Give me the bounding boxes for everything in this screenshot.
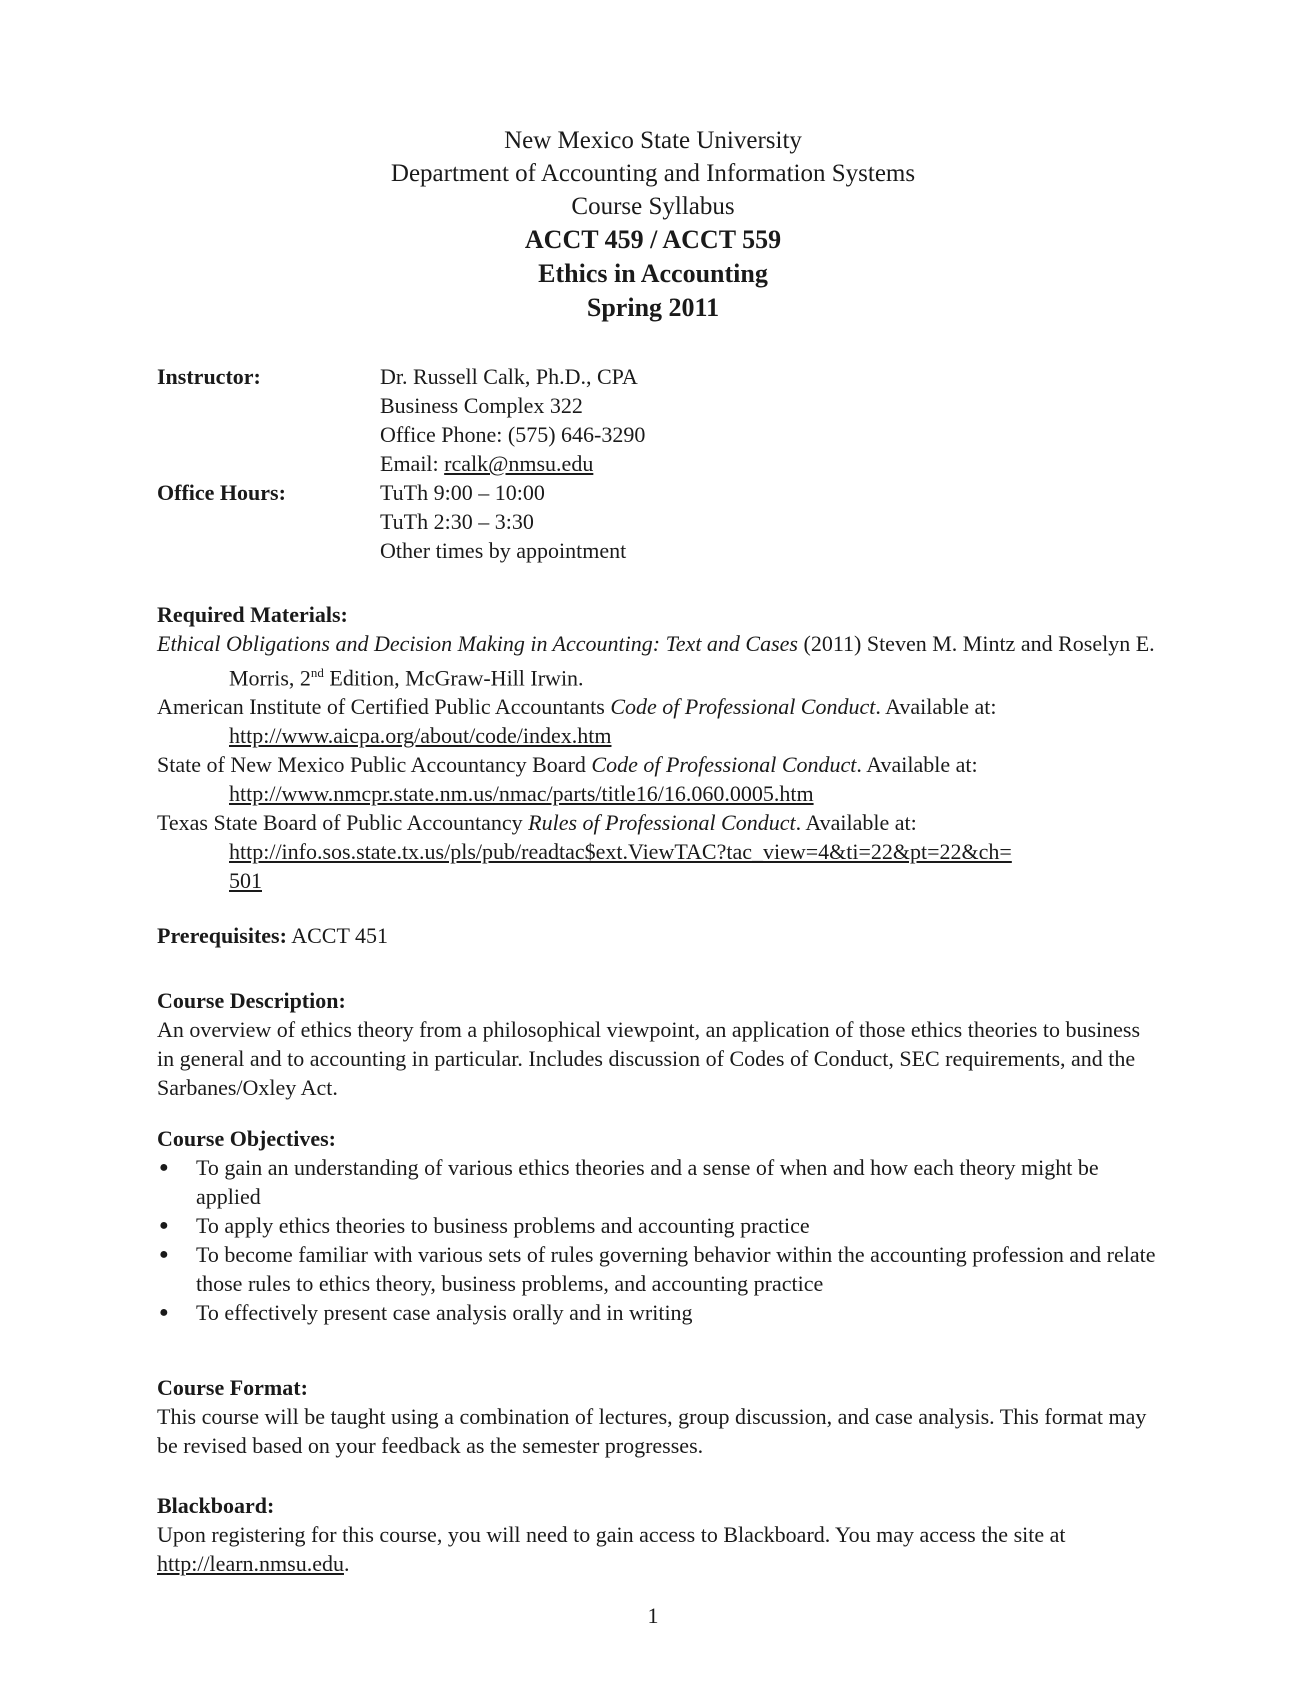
material-aicpa xyxy=(157,692,1157,750)
blackboard-text-end: . xyxy=(343,1551,350,1576)
description-heading: Course Description: xyxy=(157,988,346,1013)
tx-link[interactable]: http://info.sos.state.tx.us/pls/pub/readtac$ext.ViewTAC?tac_view=4&ti=22&pt=22&ch= xyxy=(229,839,1012,865)
aicpa-link[interactable]: http://www.aicpa.org/about/code/index.htm xyxy=(229,723,612,749)
tx-title: Rules of Professional Conduct xyxy=(528,810,796,836)
prerequisites-value: ACCT 451 xyxy=(286,923,388,948)
department-name: Department of Accounting and Information Systems xyxy=(390,160,916,187)
format-heading: Course Format: xyxy=(157,1375,308,1400)
tx-available: . Available at: xyxy=(795,810,917,836)
email-prefix: Email: xyxy=(380,451,445,476)
description-text: An overview of ethics theory from a philosophical viewpoint, an application of those ethics theories to business in general and to accounting in particular. Includes discussion of Codes of Conduct, SEC requirements, and the Sarbanes/Oxley Act. xyxy=(157,1017,1141,1100)
list-item xyxy=(157,1153,1157,1211)
material-nm xyxy=(157,750,1157,808)
list-item xyxy=(157,1211,1157,1240)
prerequisites xyxy=(157,923,388,949)
material-textbook xyxy=(157,629,1157,692)
instructor-phone: Office Phone: (575) 646-3290 xyxy=(380,422,646,447)
course-objectives xyxy=(157,1124,1157,1327)
prerequisites-label: Prerequisites: xyxy=(157,923,287,948)
objective-text: To become familiar with various sets of rules governing behavior within the accounting profession and relate those rules to ethics theory, business problems, and accounting practice xyxy=(196,1242,1156,1296)
materials-heading: Required Materials: xyxy=(157,602,348,627)
textbook-title: Ethical Obligations and Decision Making in Accounting: Text and Cases xyxy=(157,631,798,656)
objective-text: To apply ethics theories to business problems and accounting practice xyxy=(196,1213,810,1238)
office-hours-time: TuTh 2:30 – 3:30 xyxy=(380,509,534,534)
objective-text: To effectively present case analysis orally and in writing xyxy=(196,1300,693,1325)
material-tx xyxy=(157,808,1157,895)
tx-link-continued[interactable]: 501 xyxy=(229,868,262,894)
blackboard-section xyxy=(157,1491,1157,1578)
nm-link[interactable]: http://www.nmcpr.state.nm.us/nmac/parts/title16/16.060.0005.htm xyxy=(229,781,814,807)
blackboard-text xyxy=(157,1520,1157,1578)
tx-source: Texas State Board of Public Accountancy xyxy=(157,810,529,836)
office-hours-time: TuTh 9:00 – 10:00 xyxy=(380,480,545,505)
instructor-office: Business Complex 322 xyxy=(380,393,583,418)
bullet-icon: ● xyxy=(159,1304,169,1321)
list-item xyxy=(157,1298,1157,1327)
nm-source: State of New Mexico Public Accountancy Board xyxy=(157,752,592,778)
instructor-email-line xyxy=(380,449,645,478)
document-type: Course Syllabus xyxy=(571,193,735,220)
aicpa-available: . Available at: xyxy=(875,694,997,720)
instructor-email-link[interactable]: rcalk@nmsu.edu xyxy=(444,451,594,476)
aicpa-source: American Institute of Certified Public Accountants xyxy=(157,694,611,720)
objectives-heading: Course Objectives: xyxy=(157,1126,337,1151)
instructor-label: Instructor: xyxy=(157,364,261,389)
nm-available: . Available at: xyxy=(856,752,978,778)
list-item xyxy=(157,1240,1157,1298)
blackboard-link[interactable]: http://learn.nmsu.edu xyxy=(157,1551,344,1576)
instructor-info xyxy=(157,362,645,565)
office-hours-label: Office Hours: xyxy=(157,480,286,505)
edition-superscript: nd xyxy=(310,665,324,680)
format-text: This course will be taught using a combination of lectures, group discussion, and case analysis. This format may be revised based on your feedback as the semester progresses. xyxy=(157,1404,1147,1458)
required-materials xyxy=(157,600,1157,895)
page-number: 1 xyxy=(647,1603,659,1628)
bullet-icon: ● xyxy=(159,1246,169,1263)
objective-text: To gain an understanding of various ethics theories and a sense of when and how each theory might be applied xyxy=(196,1155,1099,1209)
course-format xyxy=(157,1373,1157,1460)
textbook-authors: (2011) Steven M. Mintz and Roselyn E. Morris, 2 xyxy=(229,631,1155,691)
nm-title: Code of Professional Conduct xyxy=(591,752,857,778)
bullet-icon: ● xyxy=(159,1217,169,1234)
university-name: New Mexico State University xyxy=(504,127,802,154)
blackboard-heading: Blackboard: xyxy=(157,1493,275,1518)
course-code: ACCT 459 / ACCT 559 xyxy=(524,225,782,254)
instructor-name: Dr. Russell Calk, Ph.D., CPA xyxy=(380,364,638,389)
course-term: Spring 2011 xyxy=(586,293,720,322)
aicpa-title: Code of Professional Conduct xyxy=(610,694,876,720)
course-description xyxy=(157,986,1157,1102)
bullet-icon: ● xyxy=(159,1159,169,1176)
office-hours-time: Other times by appointment xyxy=(380,538,627,563)
blackboard-text-body: Upon registering for this course, you will need to gain access to Blackboard. You may access the site at xyxy=(157,1522,1066,1547)
course-title: Ethics in Accounting xyxy=(538,259,768,288)
document-header xyxy=(0,124,1306,325)
textbook-publisher: Edition, McGraw-Hill Irwin. xyxy=(323,665,584,691)
